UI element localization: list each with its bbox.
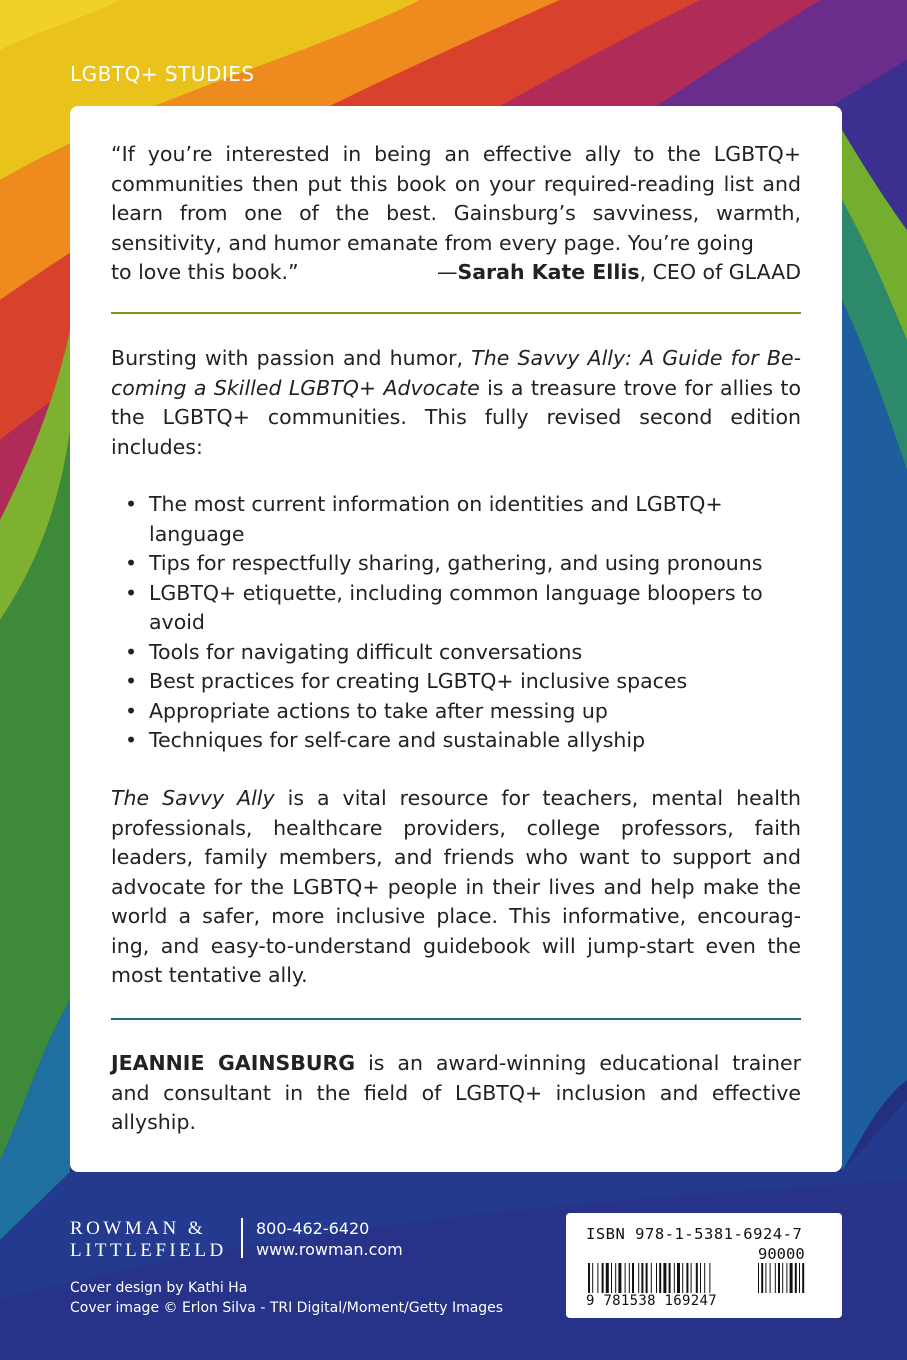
quote-attribution: —Sarah Kate Ellis, CEO of GLAAD [436,260,801,284]
feature-list [111,490,801,756]
audience-paragraph: The Savvy Ally is a vital resource for teachers, mental health professionals, healthcare providers, college professors, faith leaders, family members, and friends who want to support and advocate for the LGBTQ+ people in their lives and help make the world a safer, more inclusive place. This informative, encourag-ing, and easy-to-understand guidebook will jump-start even the most tentative ally. [111,786,801,987]
barcode-icon [588,1263,824,1293]
book-description: Bursting with passion and humor, The Savvy Ally: A Guide for Be-coming a Skilled LGBTQ+ Advocate is a treasure trove for allies to the LGBTQ+ communities. This fully revised second edition includes: [111,346,801,459]
quote-text: “If you’re interested in being an effective ally to the LGBTQ+ communities then put this book on your required-reading list and learn from one of the best. Gainsburg’s savviness, warmth, sensitivity, and humor emanate from every page. You’re going [111,142,801,255]
author-name: JEANNIE GAINSBURG [111,1051,356,1075]
divider-bottom [111,1018,801,1020]
book-title: The Savvy Ally: A Guide for Be-coming a Skilled LGBTQ+ Advocate [111,346,801,400]
barcode-box [566,1213,842,1318]
list-item: • The most current information on identities and LGBTQ+ language [111,490,801,549]
author-bio: JEANNIE GAINSBURG is an award-winning educational trainer and consultant in the field of LGBTQ+ inclusion and effective allyship. [111,1051,801,1134]
barcode-number: 9 781538 169247 [586,1293,717,1309]
price-code: 90000 [758,1245,805,1263]
publisher-contact [256,1218,403,1260]
publisher-website[interactable]: www.rowman.com [256,1240,403,1259]
cover-image-credit: Cover image © Erlon Silva - TRI Digital/Moment/Getty Images [70,1300,504,1316]
list-item: • Appropriate actions to take after messing up [111,697,801,727]
quote-last-line: to love this book.” [111,260,299,284]
category-label: LGBTQ+ STUDIES [70,62,255,86]
list-item: • Best practices for creating LGBTQ+ inclusive spaces [111,667,801,697]
attribution-role: , CEO of GLAAD [639,260,801,284]
book-title-short: The Savvy Ally [111,786,275,810]
list-item: • LGBTQ+ etiquette, including common language bloopers to avoid [111,579,801,638]
list-item: • Tools for navigating difficult conversations [111,638,801,668]
publisher-divider [241,1218,243,1258]
content-panel [70,106,842,1172]
publisher-logo: ROWMAN & LITTLEFIELD [70,1218,227,1261]
list-item: • Tips for respectfully sharing, gathering, and using pronouns [111,549,801,579]
cover-design-credit: Cover design by Kathi Ha [70,1280,248,1296]
quote-attribution-line [111,258,801,288]
publisher-phone: 800-462-6420 [256,1219,370,1238]
attribution-name: Sarah Kate Ellis [457,260,640,284]
divider-top [111,312,801,314]
cover-credits [70,1278,503,1318]
list-item: • Techniques for self-care and sustainable allyship [111,726,801,756]
isbn-text: ISBN 978-1-5381-6924-7 [586,1225,803,1243]
endorsement-quote [111,140,801,288]
